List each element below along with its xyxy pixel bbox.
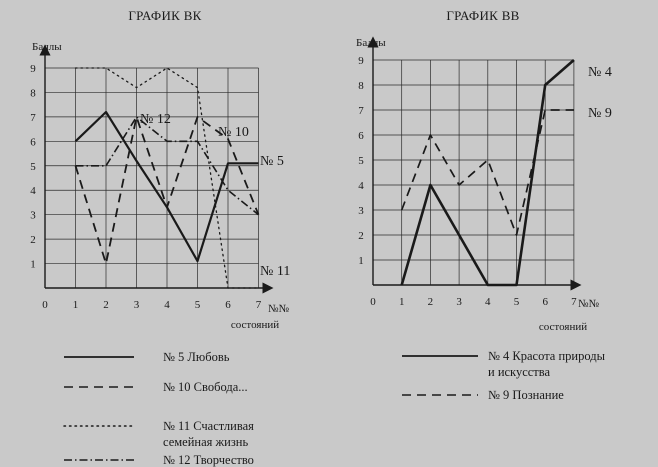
chart-title: ГРАФИК ВВ bbox=[446, 8, 520, 23]
x-tick-label: 3 bbox=[133, 299, 140, 311]
legend-label: № 4 Красота природы bbox=[488, 349, 606, 363]
x-tick-label: 2 bbox=[103, 299, 109, 311]
x-tick-label: 0 bbox=[370, 296, 376, 308]
legend-label: № 5 Любовь bbox=[163, 350, 230, 364]
x-tick-label: 1 bbox=[398, 296, 405, 308]
legend-label: семейная жизнь bbox=[163, 435, 249, 449]
x-tick-label: 4 bbox=[485, 296, 491, 308]
legend-label: № 10 Свобода... bbox=[163, 380, 248, 394]
y-tick-label: 6 bbox=[30, 136, 36, 149]
legend-label: № 12 Творчество bbox=[163, 453, 254, 467]
y-tick-label: 8 bbox=[358, 80, 364, 92]
y-tick-label: 5 bbox=[358, 155, 364, 167]
legend-left bbox=[64, 350, 254, 467]
y-axis-label: Баллы bbox=[356, 37, 386, 49]
series-callout: № 5 bbox=[260, 154, 284, 169]
series-callout: № 12 bbox=[140, 112, 171, 127]
y-tick-label: 2 bbox=[30, 234, 36, 247]
legend-label: № 11 Счастливая bbox=[163, 419, 254, 433]
legend-label: № 9 Познание bbox=[488, 388, 564, 402]
x-tick-label: 6 bbox=[225, 299, 231, 311]
x-axis-label-2: состояний bbox=[538, 321, 588, 333]
series-callout: № 4 bbox=[588, 65, 612, 80]
y-tick-label: 1 bbox=[30, 258, 36, 271]
y-tick-label: 3 bbox=[358, 205, 364, 217]
y-tick-label: 9 bbox=[30, 63, 36, 75]
legend-right bbox=[402, 349, 606, 402]
y-tick-label: 4 bbox=[358, 180, 364, 192]
y-tick-label: 9 bbox=[358, 55, 364, 67]
y-tick-label: 6 bbox=[358, 130, 364, 142]
y-tick-label: 5 bbox=[30, 160, 36, 173]
chart-panel-0 bbox=[30, 8, 290, 331]
chart-panel-1 bbox=[356, 8, 612, 333]
y-tick-label: 7 bbox=[30, 111, 36, 124]
x-tick-label: 1 bbox=[72, 299, 79, 311]
x-tick-label: 4 bbox=[164, 299, 170, 311]
y-tick-label: 7 bbox=[358, 105, 364, 117]
y-tick-label: 4 bbox=[30, 185, 36, 198]
legend-label: и искусства bbox=[488, 365, 551, 379]
x-tick-label: 7 bbox=[255, 299, 262, 311]
series-callout: № 10 bbox=[218, 125, 249, 140]
x-axis-label-2: состояний bbox=[230, 319, 280, 331]
x-tick-label: 5 bbox=[194, 299, 201, 311]
x-tick-label: 2 bbox=[427, 296, 434, 308]
series-callout: № 9 bbox=[588, 106, 612, 121]
x-tick-label: 3 bbox=[456, 296, 462, 308]
y-tick-label: 2 bbox=[358, 230, 364, 242]
x-tick-label: 5 bbox=[513, 296, 520, 308]
y-tick-label: 1 bbox=[358, 255, 364, 267]
x-axis-label: №№ bbox=[578, 298, 599, 310]
series-callout: № 11 bbox=[260, 264, 291, 279]
x-tick-label: 7 bbox=[571, 296, 577, 308]
y-tick-label: 8 bbox=[30, 87, 36, 100]
y-axis-label: Баллы bbox=[32, 41, 62, 53]
x-axis-label: №№ bbox=[268, 303, 289, 315]
x-tick-label: 0 bbox=[42, 299, 48, 311]
chart-title: ГРАФИК ВК bbox=[128, 8, 202, 23]
x-tick-label: 6 bbox=[542, 296, 548, 308]
y-tick-label: 3 bbox=[30, 209, 36, 222]
